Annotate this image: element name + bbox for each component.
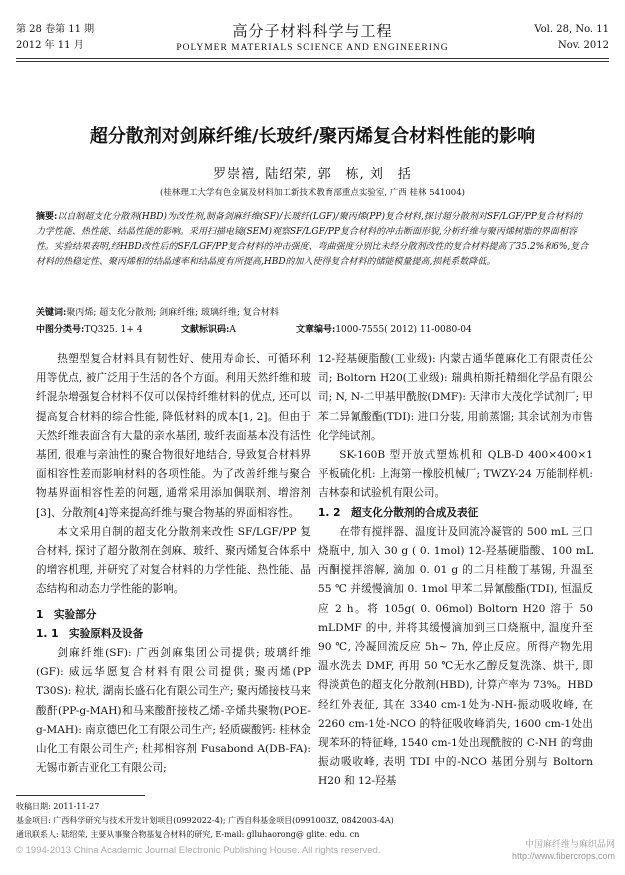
article-no-value: 1000-7555( 2012) 11-0080-04	[335, 325, 472, 335]
article-number	[296, 322, 472, 335]
footnote-rule	[16, 795, 145, 796]
paragraph: 在带有搅拌器、温度计及回流冷凝管的 500 mL 三口烧瓶中, 加入 30 g ( 0. 1mol) 12-羟基硬脂酸、100 mL 丙酮搅拌溶解, 滴加 0. 01 g 的二月桂酸丁基锡, 升温至 55 ℃ 并缓慢滴加 0. 1mol 甲苯二异氰酸酯(TDI), 恒温反应 2 h。将 105g( 0. 06mol) Boltorn H20 溶于 50 mLDMF 的中, 并将其缓慢滴加到三口烧瓶中, 温度升至 90 ℃, 冷凝回流反应 5h~ 7h, 停止反应。所得产物先用温水洗去 DMF, 再用 50 ℃无水乙醇反复洗涤、烘干, 即得淡黄色的超支化分散剂(HBD), 计算产率为 73%。HBD 经红外表征, 其在 3340 cm-1处为-NH-振动吸收峰, 在 2260 cm-1处-NCO 的特征吸收峰消失, 1600 cm-1处出现苯环的特征峰, 1540 cm-1处出现酰胺的 C-NH 的弯曲振动吸收峰, 表明 TDI 中的-NCO 基团分别与 Boltorn H20 和 12-羟基	[318, 525, 593, 788]
header-rule-bottom	[16, 61, 609, 62]
document-code	[181, 322, 236, 335]
volume-issue-en: Vol. 28, No. 11	[534, 24, 609, 35]
doc-code-label: 文献标识码:	[181, 325, 230, 335]
received-date: 收稿日期: 2011-11-27	[16, 802, 100, 811]
issue-date: 2012 年 11 月	[16, 40, 84, 51]
fund-info: 基金项目: 广西科学研究与技术开发计划项目(0992022-4); 广西自科基金项目(0991003Z, 0842003-4A)	[16, 816, 394, 825]
site-watermark	[512, 838, 615, 862]
copyright-notice: © 1994-2013 China Academic Journal Electronic Publishing House. All rights reserved.	[16, 845, 381, 856]
keywords	[36, 305, 279, 318]
issue-info-en	[534, 22, 609, 54]
contact-info: 通讯联系人: 陆绍荣, 主要从事聚合物基复合材料的研究, E-mail: glluhaorong@ glite. edu. cn	[16, 830, 360, 839]
abstract-label: 摘要:	[36, 212, 58, 222]
paragraph: 12-羟基硬脂酸(工业级): 内蒙古通华蓖麻化工有限责任公司; Boltorn H20(工业级): 瑞典柏斯托精细化学品有限公司; N, N-二甲基甲酰胺(DMF): 天津市大茂化学试剂厂; 甲苯二异氰酸酯(TDI): 进口分装, 用前蒸馏; 其余试剂为市售化学纯试剂。	[318, 353, 593, 442]
body-left-column	[36, 350, 311, 778]
journal-name-en: POLYMER MATERIALS SCIENCE AND ENGINEERING	[176, 43, 449, 53]
paragraph: 剑麻纤维(SF): 广西剑麻集团公司提供; 玻璃纤维(GF): 威远华愿复合材料有限公司提供; 聚丙烯(PP T30S): 粒状, 湖南长盛石化有限公司生产; 聚丙烯接枝马来酸酐(PP-g-MAH)和马来酸酐接枝乙烯-辛烯共聚物(POE-g-MAH): 南京德巴化工有限公司生产; 轻质碳酸钙: 桂林金山化工有限公司生产; 杜邦相容剂 Fusabond A(DB-FA): 无锡市新吉亚化工有限公司;	[36, 647, 312, 775]
subsection-heading: 1. 1 实验原料及设备	[36, 627, 144, 640]
volume-issue: 第 28 卷第 11 期	[16, 24, 95, 35]
abstract	[36, 210, 589, 270]
author-affiliation: (桂林理工大学有色金属及材料加工新技术教育部重点实验室, 广西 桂林 541004)	[160, 188, 465, 198]
subsection-heading: 1. 2 超支化分散剂的合成及表征	[318, 506, 479, 519]
keywords-text: 聚丙烯; 超支化分散剂; 剑麻纤维; 玻璃纤维; 复合材料	[66, 308, 279, 318]
abstract-text: 以自制超支化分散剂(HBD)为改性剂,制备剑麻纤维(SF)/长玻纤(LGF)/聚丙烯(PP)复合材料,探讨超分散剂对SF/LGF/PP复合材料的力学性能、热性能、结晶性能的影响。采用扫描电镜(SEM)观察SF/LGF/PP复合材料的冲击断面形貌,分析纤维与聚丙烯树脂的界面相容性。实验结果表明,经HBD改性后的SF/LGF/PP复合材料的冲击强度、弯曲强度分别比未经分散剂改性的复合材料提高了35.2%和6%,复合材料的热稳定性、聚丙烯相的结晶速率和结晶度有所提高,HBD的加入使得复合材料的储能模量提高,损耗系数降低。	[36, 212, 589, 267]
clc-number	[36, 322, 142, 335]
header-rule-top	[16, 58, 609, 59]
clc-value: TQ325. 1+ 4	[84, 325, 143, 335]
watermark-line1: 中国麻纤维与麻织品网	[524, 839, 615, 849]
article-title: 超分散剂对剑麻纤维/长玻纤/聚丙烯复合材料性能的影响	[89, 126, 536, 147]
watermark-url: http://www.fibercrops.com	[511, 851, 615, 861]
footnotes	[16, 800, 609, 842]
paragraph: 热塑型复合材料具有韧性好、使用寿命长、可循环利用等优点, 被广泛用于生活的各个方面。利用天然纤维和玻纤混杂增强复合材料不仅可以保持纤维材料的优点, 还可以提高复合材料的综合性能, 降低材料的成本[1, 2]。但由于天然纤维表面含有大量的亲水基团, 玻纤表面基本没有活性基团, 很难与亲油性的聚合物很好地结合, 导致复合材料界面相容性差而影响材料的各项性能。为了改善纤维与聚合物基界面相容性差的问题, 通常采用添加偶联剂、增溶剂[3]、分散剂[4]等来提高纤维与聚合物基的界面相容性。	[36, 353, 311, 519]
issue-date-en: Nov. 2012	[557, 40, 609, 51]
clc-label: 中图分类号:	[36, 325, 85, 335]
article-authors: 罗崇禧, 陆绍荣, 郭 栋, 刘 括	[213, 167, 412, 182]
section-heading: 1 实验部分	[36, 608, 97, 621]
doc-code-value: A	[229, 325, 236, 335]
paragraph: 本文采用自制的超支化分散剂来改性 SF/LGF/PP 复合材料, 探讨了超分散剂在剑麻、玻纤、聚丙烯复合体系中的增容机理, 并研究了对复合材料的力学性能、热性能、晶态结构和动态力学性能的影响。	[36, 525, 311, 596]
keywords-label: 关键词:	[36, 308, 67, 318]
article-no-label: 文章编号:	[296, 325, 336, 335]
journal-name-cn: 高分子材料科学与工程	[232, 22, 393, 40]
body-right-column	[318, 350, 593, 792]
paragraph: SK-160B 型开放式塑炼机和 QLB-D 400×400×1 平板硫化机: 上海第一橡胶机械厂; TWZY-24 万能制样机: 吉林泰和试验机有限公司。	[318, 449, 593, 500]
journal-header	[0, 20, 625, 53]
